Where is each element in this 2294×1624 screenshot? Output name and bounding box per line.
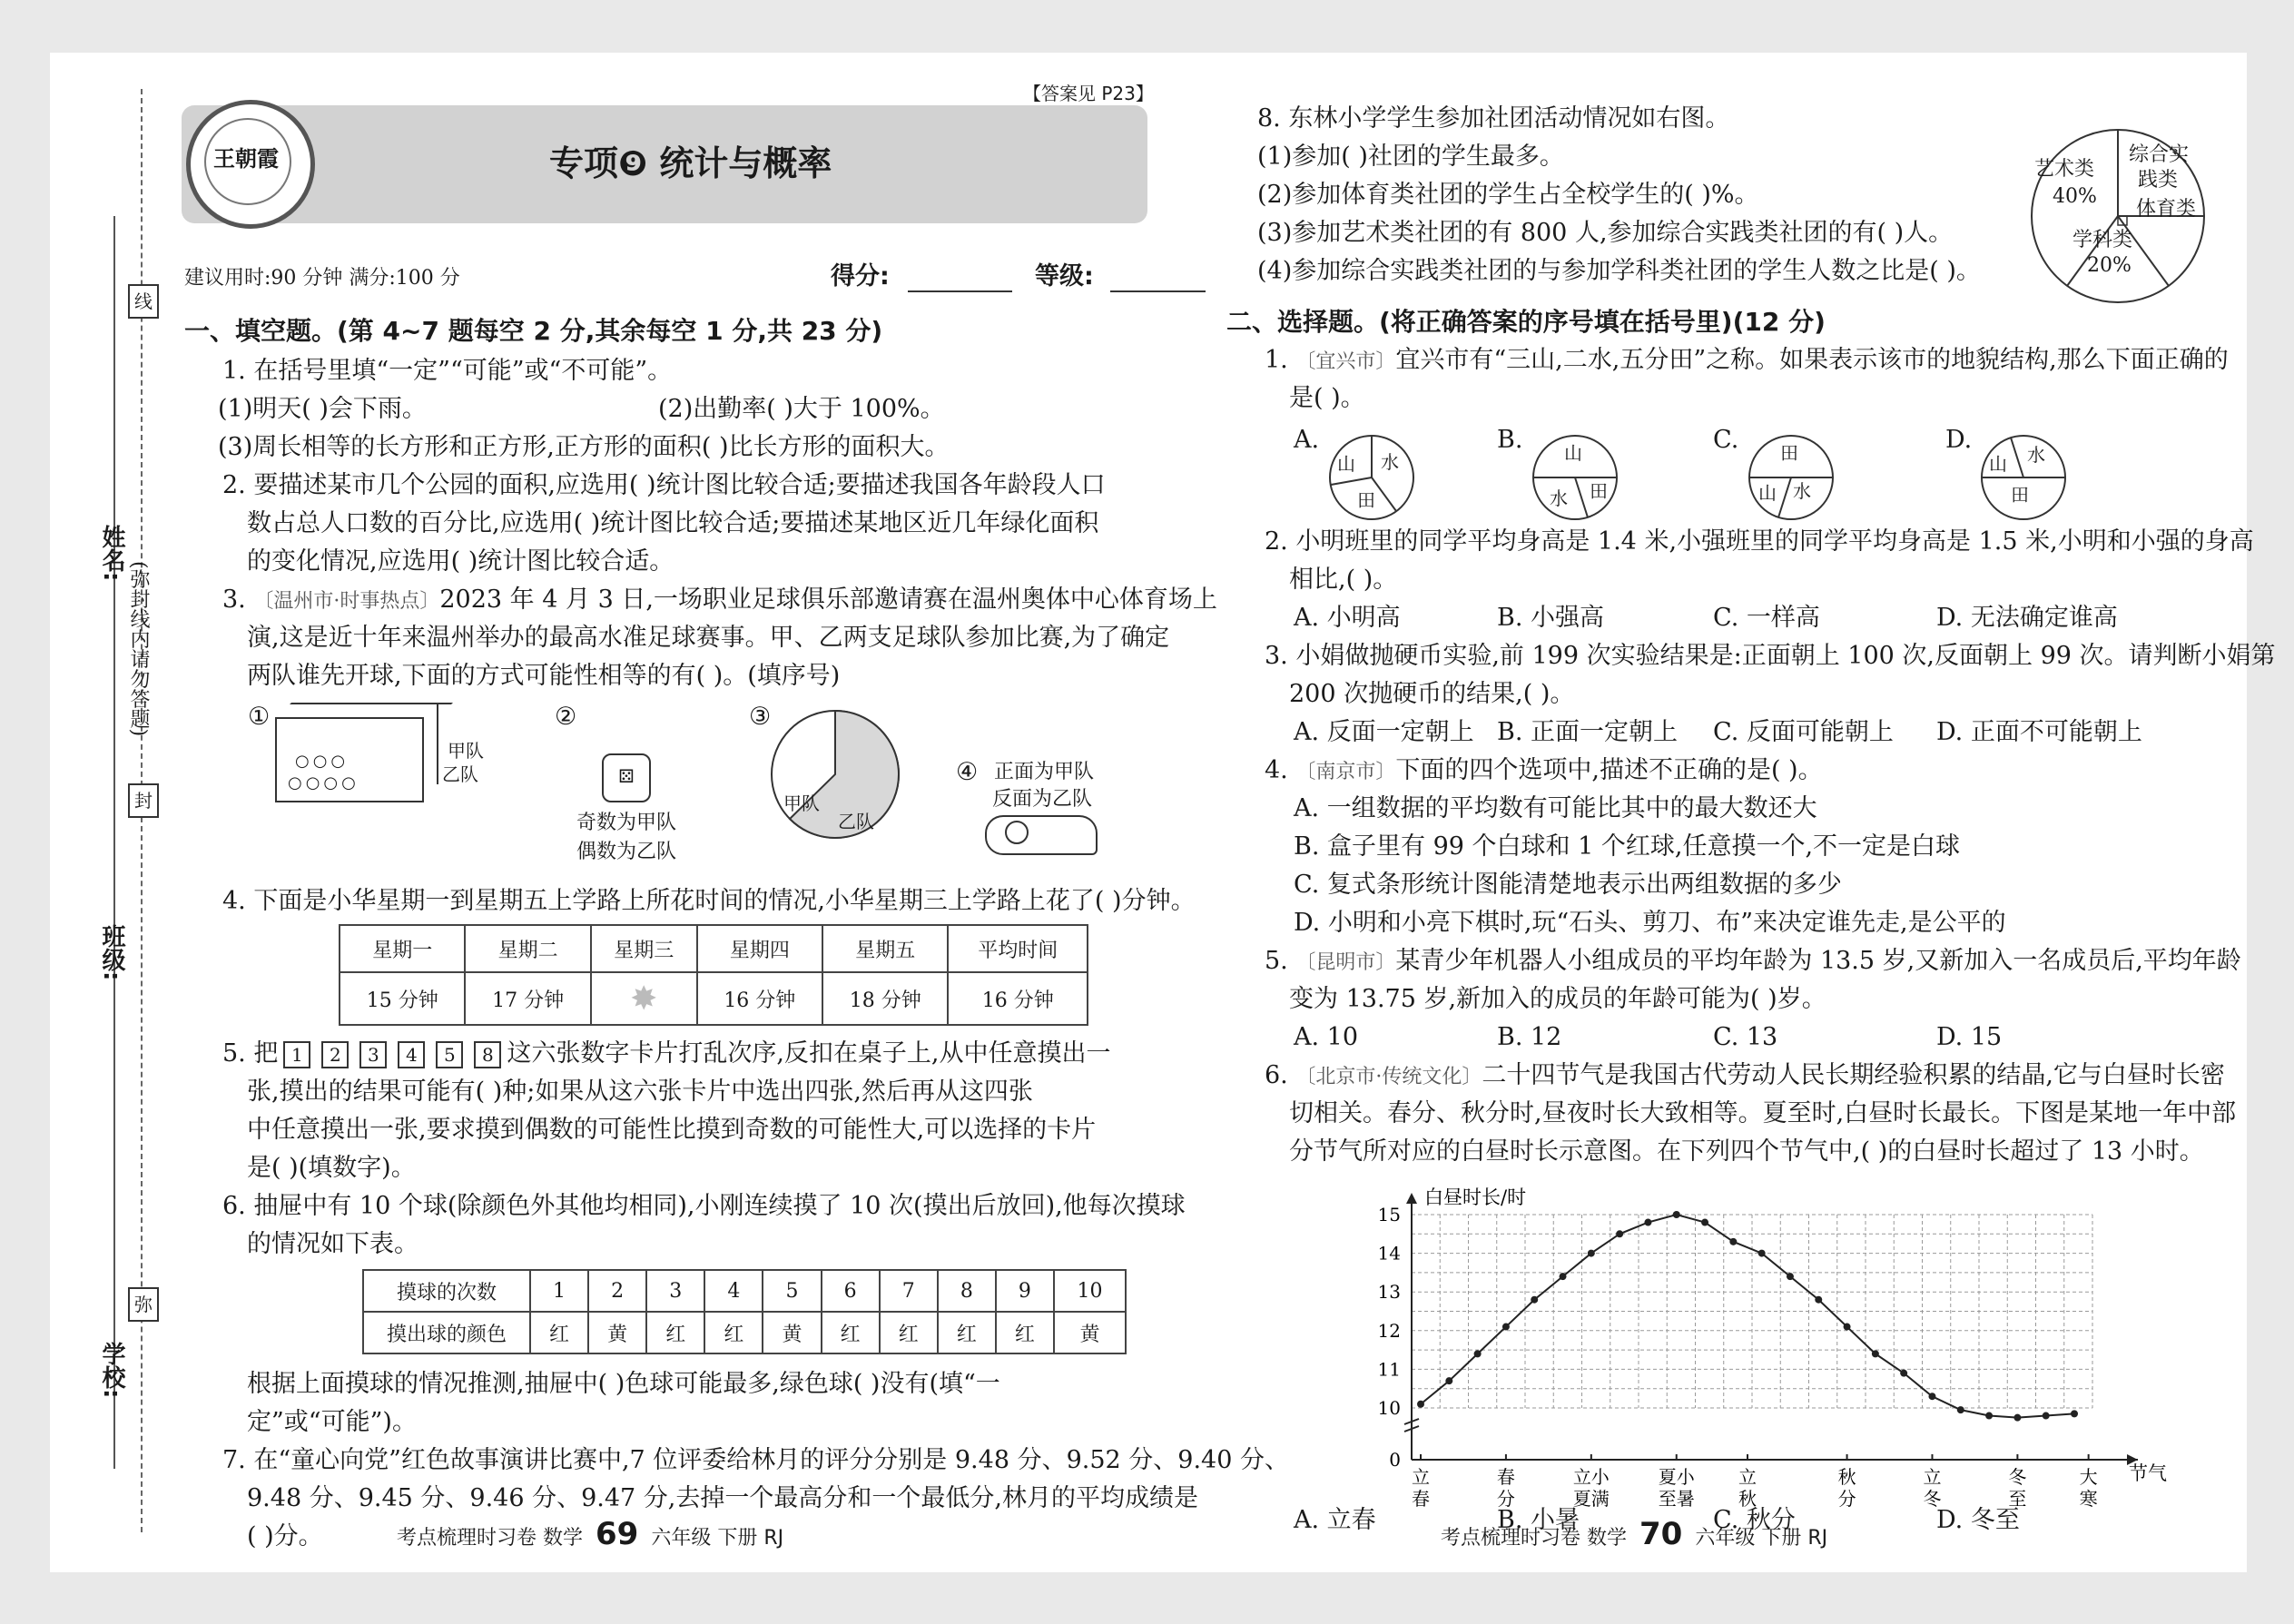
c1-option-c[interactable]: C. [1713,426,1739,454]
q6-line4: 定”或“可能”)。 [247,1408,417,1436]
data-point [1844,1324,1851,1331]
q4-header: 星期四 [697,925,822,972]
c1-d-tian: 田 [2011,484,2029,506]
data-point [2043,1412,2050,1420]
q4-header: 星期三 [591,925,697,972]
c1-line2[interactable]: 是( )。 [1289,384,1365,412]
y-axis-arrow [1406,1193,1417,1204]
q8-c[interactable]: (3)参加艺术类社团的有 800 人,参加综合实践类社团的有( )人。 [1257,219,1954,247]
q8-b[interactable]: (2)参加体育类社团的学生占全校学生的( )%。 [1257,181,1759,209]
pie-sport-label: 体育类 [2136,198,2197,221]
y-axis-label: 白昼时长/时 [1424,1186,1527,1208]
q3-option-1-label: ① [248,703,271,731]
class-label[interactable]: 班级: [98,924,125,981]
q6-count: 4 [704,1270,763,1312]
y-tick-label: 12 [1377,1319,1401,1342]
y-tick-label: 15 [1377,1204,1401,1225]
q3-line1: 3. 〔温州市·时事热点〕2023 年 4 月 3 日,一场职业足球俱乐部邀请赛在温州奥体中心体育场上 [222,586,1217,614]
q4-table [339,924,1088,1026]
c1-option-a[interactable]: A. [1294,426,1320,454]
c4-stem[interactable]: 4. 〔南京市〕下面的四个选项中,描述不正确的是( )。 [1265,756,1823,784]
x-tick-label-bottom: 秋 [1738,1488,1757,1510]
answer-reference: 【答案见 P23】 [1023,83,1154,104]
daylight-series-line [1421,1215,2074,1418]
pie-science-pct: 20% [2087,254,2132,277]
name-label[interactable]: 姓名: [98,525,125,582]
q2-line1[interactable]: 2. 要描述某市几个公园的面积,应选用( )统计图比较合适;要描述我国各年龄段人口 [222,471,1106,499]
c4-option-b[interactable]: B. 盒子里有 99 个白球和 1 个红球,任意摸一个,不一定是白球 [1294,832,1961,861]
x-tick-label-bottom: 至暑 [1658,1488,1695,1510]
q8-line0: 8. 东林小学学生参加社团活动情况如右图。 [1257,104,1730,133]
pie-practice-label-2: 践类 [2138,169,2179,192]
c1-d-shui: 水 [2027,444,2045,466]
q6-color: 红 [530,1312,588,1353]
x-tick-label-top: 冬 [2008,1466,2027,1488]
score-label: 得分: [831,262,890,290]
q2-line3[interactable]: 的变化情况,应选用( )统计图比较合适。 [247,547,674,576]
q6-color: 黄 [763,1312,821,1353]
data-point [1957,1406,1964,1413]
data-point [1502,1324,1510,1331]
c6-line1: 6. 〔北京市·传统文化〕二十四节气是我国古代劳动人民长期经验积累的结晶,它与白昼时长密 [1265,1061,2225,1089]
q6-color: 红 [880,1312,938,1353]
y-tick-label: 11 [1377,1358,1401,1381]
q6-table [362,1269,1127,1354]
margin-rule [113,216,115,1469]
x-tick-label-bottom: 冬 [1923,1488,1942,1510]
logo-text: 王朝霞 [213,146,279,172]
data-point [2013,1414,2021,1422]
q4-cell: 17 分钟 [465,972,590,1025]
q4-header: 星期一 [340,925,465,972]
card-5: 5 [436,1041,463,1068]
x-tick-label-top: 秋 [1837,1466,1856,1488]
margin-note: (弥封线内请勿答题) [127,561,150,737]
time-info: 建议用时:90 分钟 满分:100 分 [184,267,460,290]
data-point [1985,1412,1993,1420]
q3-option-3-label: ③ [749,703,772,731]
c2-option-a[interactable]: A. 小明高 [1294,604,1401,632]
c4-tag: 〔南京市〕 [1295,761,1396,783]
c2-option-c[interactable]: C. 一样高 [1713,604,1820,632]
c1-a-shan: 山 [1337,453,1355,475]
x-tick-label-top: 立 [1412,1466,1430,1488]
data-point [1928,1393,1935,1400]
q6-line1: 6. 抽屉中有 10 个球(除颜色外其他均相同),小刚连续摸了 10 次(摸出后放回),他每次摸球 [222,1192,1186,1220]
spinner-icon [767,706,903,842]
x-tick-label-top: 大 [2079,1466,2098,1488]
q6-line2: 的情况如下表。 [247,1230,418,1258]
q3-even-label: 偶数为乙队 [576,841,677,863]
data-point [1787,1273,1794,1280]
left-footer: 考点梳理时习卷 数学 69 六年级 下册 RJ [397,1516,784,1552]
card-2: 2 [321,1041,349,1068]
q3-line3[interactable]: 两队谁先开球,下面的方式可能性相等的有( )。(填序号) [247,662,841,690]
x-tick-label-top: 立小 [1572,1466,1610,1488]
c6-line3[interactable]: 分节气所对应的白昼时长示意图。在下列四个节气中,( )的白昼时长超过了 13 小时。 [1289,1137,2204,1166]
data-point [1417,1401,1424,1408]
q6-color: 黄 [588,1312,646,1353]
data-point [1872,1350,1879,1357]
x-tick-label-bottom: 春 [1412,1488,1430,1510]
c1-b-tian: 田 [1590,480,1608,502]
coin-hand-icon [985,815,1098,855]
data-point [1729,1238,1737,1245]
c6-option-b[interactable]: B. 小暑 [1497,1506,1580,1534]
c1-option-b[interactable]: B. [1497,426,1523,454]
q6-count: 2 [588,1270,646,1312]
q1-c[interactable]: (3)周长相等的长方形和正方形,正方形的面积( )比长方形的面积大。 [218,433,950,461]
q4-header: 星期二 [465,925,590,972]
q2-line2[interactable]: 数占总人口数的百分比,应选用( )统计图比较合适;要描述某地区近几年绿化面积 [247,509,1099,537]
q6-color: 红 [996,1312,1054,1353]
q4-header: 星期五 [822,925,948,972]
y-tick-label: 13 [1377,1281,1401,1304]
y-tick-label: 0 [1389,1449,1401,1471]
q1-b[interactable]: (2)出勤率( )大于 100%。 [658,395,945,423]
q1-stem: 1. 在括号里填“一定”“可能”或“不可能”。 [222,357,673,385]
q3-back-label: 反面为乙队 [992,788,1093,811]
data-point [1815,1296,1822,1304]
q1-a[interactable]: (1)明天( )会下雨。 [218,395,427,423]
q6-color: 红 [704,1312,763,1353]
c4-option-a[interactable]: A. 一组数据的平均数有可能比其中的最大数还大 [1294,794,1817,822]
q7-line1: 7. 在“童心向党”红色故事演讲比赛中,7 位评委给林月的评分分别是 9.48 分、9.52 分、9.40 分、 [222,1446,1289,1474]
q4-cell: 15 分钟 [340,972,465,1025]
q6-color: 红 [646,1312,704,1353]
q3-option-4-label: ④ [956,758,979,786]
q6-line3[interactable]: 根据上面摸球的情况推测,抽屉中( )色球可能最多,绿色球( )没有(填“一 [247,1370,1000,1398]
q3-team-b-label: 乙队 [442,763,478,785]
c5-line1: 5. 〔昆明市〕某青少年机器人小组成员的平均年龄为 13.5 岁,又新加入一名成员后,平均年龄 [1265,947,2241,975]
c3-option-b[interactable]: B. 正面一定朝上 [1497,718,1679,746]
page-number-69: 69 [596,1516,639,1552]
q3-option-2-label: ② [555,703,577,731]
pie-art-pct: 40% [2053,185,2097,208]
data-point [1616,1230,1623,1237]
q6-row-label: 摸出球的颜色 [363,1312,530,1353]
c5-line2[interactable]: 变为 13.75 岁,新加入的成员的年龄可能为( )岁。 [1289,985,1826,1013]
q4-ink-blot-cell [591,972,697,1025]
q8-d[interactable]: (4)参加综合实践类社团的与参加学科类社团的学生人数之比是( )。 [1257,257,1981,285]
c3-option-d[interactable]: D. 正面不可能朝上 [1936,718,2142,746]
data-point [1900,1370,1907,1377]
q6-count: 9 [996,1270,1054,1312]
c1-c-shui: 水 [1793,480,1811,502]
c4-option-c[interactable]: C. 复式条形统计图能清楚地表示出两组数据的多少 [1294,871,1842,899]
data-point [1445,1377,1452,1384]
q6-color: 红 [938,1312,996,1353]
q3-line2: 演,这是近十年来温州举办的最高水准足球赛事。甲、乙两支足球队参加比赛,为了确定 [247,624,1170,652]
c2-option-d[interactable]: D. 无法确定谁高 [1936,604,2118,632]
pie-art-label: 艺术类 [2034,158,2095,181]
q3-face-label: 正面为甲队 [994,761,1095,783]
q6-color: 黄 [1054,1312,1126,1353]
c3-option-c[interactable]: C. 反面可能朝上 [1713,718,1894,746]
q6-row-label: 摸球的次数 [363,1270,530,1312]
data-point [1560,1273,1567,1280]
q6-count: 10 [1054,1270,1126,1312]
c1-d-shan: 山 [1989,453,2007,475]
x-tick-label-bottom: 至 [2008,1488,2027,1510]
c5-tag: 〔昆明市〕 [1295,951,1396,974]
data-point [1531,1296,1538,1304]
c6-option-a[interactable]: A. 立春 [1294,1506,1376,1534]
c6-option-d[interactable]: D. 冬至 [1936,1506,2020,1534]
q4-cell: 16 分钟 [697,972,822,1025]
page-number-70: 70 [1639,1516,1683,1552]
q6-count: 3 [646,1270,704,1312]
card-8: 8 [474,1041,501,1068]
ink-blot-icon: ✸ [630,979,658,1018]
x-tick-label-top: 春 [1496,1466,1515,1488]
page-title: 专项❾ 统计与概率 [549,143,832,183]
q6-count: 1 [530,1270,588,1312]
q4-cell: 16 分钟 [948,972,1088,1025]
x-tick-label-top: 立 [1923,1466,1942,1488]
q6-count: 5 [763,1270,821,1312]
x-tick-label-bottom: 夏满 [1572,1488,1610,1510]
spinner-team-a: 甲队 [783,792,820,814]
data-point [2071,1410,2078,1417]
c4-option-d[interactable]: D. 小明和小亮下棋时,玩“石头、剪刀、布”来决定谁先走,是公平的 [1294,909,2006,937]
c5-option-d[interactable]: D. 15 [1936,1023,2003,1051]
c5-option-a[interactable]: A. 10 [1294,1023,1359,1051]
score-field[interactable] [908,290,1012,292]
x-tick-label-bottom: 分 [1837,1488,1856,1510]
y-tick-label: 14 [1377,1242,1401,1265]
c1-b-shui: 水 [1550,487,1568,509]
c5-option-b[interactable]: B. 12 [1497,1023,1562,1051]
section-choice: 二、选择题。(将正确答案的序号填在括号里)(12 分) [1226,307,1826,337]
data-point [1758,1250,1766,1257]
margin-seal-mark: 封 [128,783,159,818]
coin-icon [1005,821,1029,844]
data-point [1701,1219,1708,1226]
c6-option-c[interactable]: C. 秋分 [1713,1506,1796,1534]
q7-line3[interactable]: ( )分。 [247,1522,323,1550]
ball-row-bottom: ○○○○ [288,773,359,792]
q6-count: 6 [822,1270,880,1312]
c3-option-a[interactable]: A. 反面一定朝上 [1294,718,1474,746]
card-4: 4 [398,1041,425,1068]
data-point [1588,1250,1595,1257]
x-tick-label-bottom: 分 [1496,1488,1515,1510]
q7-line2: 9.48 分、9.45 分、9.46 分、9.47 分,去掉一个最高分和一个最低分,林月的平均成绩是 [247,1484,1198,1512]
data-point [1644,1219,1651,1226]
c6-tag: 〔北京市·传统文化〕 [1295,1066,1482,1088]
q6-count: 8 [938,1270,996,1312]
c3-line1: 3. 小娟做抛硬币实验,前 199 次实验结果是:正面朝上 100 次,反面朝上 99 次。请判断小娟第 [1265,642,2276,670]
c1-tag: 〔宜兴市〕 [1295,350,1396,373]
school-label[interactable]: 学校: [98,1342,125,1399]
daylight-line-chart [1312,1186,2167,1510]
c1-c-shan: 山 [1758,482,1777,504]
grade-label: 等级: [1035,262,1094,290]
q6-count: 7 [880,1270,938,1312]
ball-box-side [420,703,438,784]
section-fill-blank: 一、填空题。(第 4~7 题每空 2 分,其余每空 1 分,共 23 分) [184,316,883,346]
c1-line1: 1. 〔宜兴市〕宜兴市有“三山,二水,五分田”之称。如果表示该市的地貌结构,那么下面正确的 [1265,346,2229,374]
q5-line4[interactable]: 是( )(填数字)。 [247,1154,416,1182]
q5-line1: 5. 把 1 2 3 4 5 8 这六张数字卡片打乱次序,反扣在桌子上,从中任意摸出一 [222,1039,1111,1068]
c1-c-tian: 田 [1780,442,1798,464]
q5-line2[interactable]: 张,摸出的结果可能有( )种;如果从这六张卡片中选出四张,然后再从这四张 [247,1078,1033,1106]
q4-header: 平均时间 [948,925,1088,972]
x-tick-label-top: 夏小 [1658,1466,1695,1488]
spinner-team-b: 乙队 [838,811,874,832]
card-1: 1 [283,1041,310,1068]
c2-option-b[interactable]: B. 小强高 [1497,604,1605,632]
q3-odd-label: 奇数为甲队 [576,812,677,834]
data-point [1673,1211,1680,1218]
margin-bind-mark: 弥 [128,1287,159,1322]
q4-stem[interactable]: 4. 下面是小华星期一到星期五上学路上所花时间的情况,小华星期三上学路上花了( )分钟。 [222,887,1196,915]
exam-sheet [50,53,2276,1572]
q4-cell: 18 分钟 [822,972,948,1025]
margin-line-mark: 线 [128,284,159,319]
c1-a-shui: 水 [1381,451,1399,473]
q5-line3: 中任意摸出一张,要求摸到偶数的可能性比摸到奇数的可能性大,可以选择的卡片 [247,1116,1097,1144]
x-tick-label-top: 立 [1738,1466,1757,1488]
pie-science-label: 学科类 [2072,229,2133,251]
q3-team-a-label: 甲队 [448,740,484,762]
card-3: 3 [359,1041,387,1068]
data-point [1474,1350,1482,1357]
pie-practice-label-1: 综合实 [2129,143,2190,166]
ball-row-top: ○○○ [295,752,350,771]
right-footer: 考点梳理时习卷 数学 70 六年级 下册 RJ [1441,1516,1828,1552]
x-tick-label-bottom: 寒 [2079,1488,2098,1510]
q6-color: 红 [822,1312,880,1353]
y-tick-label: 10 [1377,1397,1401,1419]
c1-a-tian: 田 [1357,489,1375,511]
c2-line2[interactable]: 相比,( )。 [1289,566,1398,594]
c6-line2: 切相关。春分、秋分时,昼夜时长大致相等。夏至时,白昼时长最长。下图是某地一年中部 [1289,1099,2237,1127]
grade-field[interactable] [1110,290,1206,292]
c2-line1: 2. 小明班里的同学平均身高是 1.4 米,小强班里的同学平均身高是 1.5 米,小明和小强的身高 [1265,527,2254,556]
dice-icon: ⚄ [602,753,651,802]
c3-line2[interactable]: 200 次抛硬币的结果,( )。 [1289,680,1575,708]
c1-option-d[interactable]: D. [1945,426,1973,454]
x-axis-label: 节气 [2129,1462,2167,1484]
q3-tag: 〔温州市·时事热点〕 [253,590,440,613]
c5-option-c[interactable]: C. 13 [1713,1023,1778,1051]
c1-b-shan: 山 [1564,442,1582,464]
q8-a[interactable]: (1)参加( )社团的学生最多。 [1257,143,1564,171]
